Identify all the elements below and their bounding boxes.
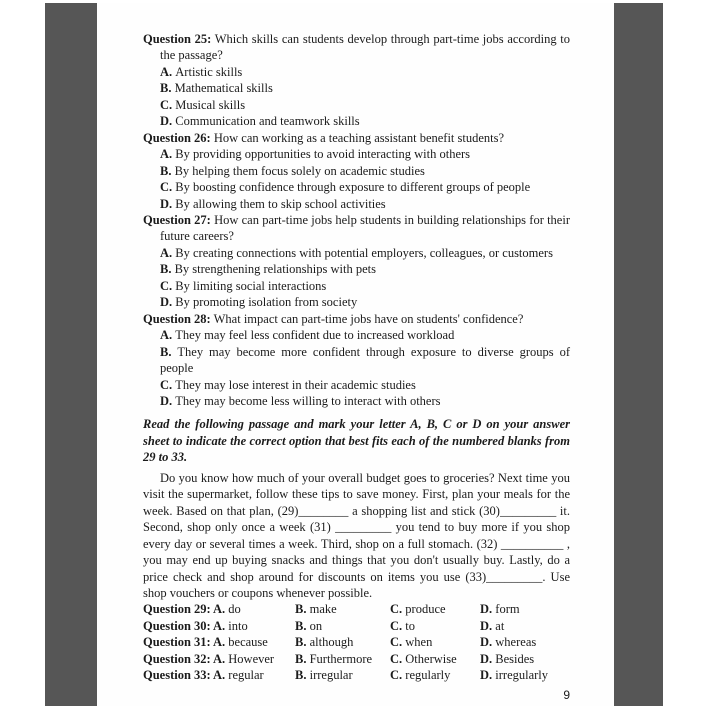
option-row [143, 327, 570, 343]
option-text: By creating connections with potential employers, colleagues, or customers [175, 245, 553, 260]
cloze-question-row [143, 601, 570, 617]
option-b: B. Furthermore [295, 651, 373, 666]
option-a: A. However [213, 651, 275, 666]
option-b: B. make [295, 602, 337, 617]
option-a: A. into [213, 618, 248, 633]
question-label: Question 27: [143, 212, 211, 227]
option-b: B. although [295, 635, 354, 650]
question-block-25 [143, 31, 570, 130]
option-c: C. Otherwise [390, 651, 457, 666]
option-letter: B. [160, 344, 172, 359]
question-label: Question 30: [143, 618, 211, 633]
option-letter: D. [160, 393, 173, 408]
question-text: Question 25: Which skills can students develop through part-time jobs according to the passage? [143, 32, 571, 63]
cloze-question-row [143, 634, 570, 650]
option-letter: A. [160, 147, 173, 162]
question-label: Question 25: [143, 32, 212, 46]
cloze-passage: Do you know how much of your overall budget goes to groceries? Next time you visit the supermarket, follow these tips to save money. First, plan your meals for the week. Based on that plan, (29)________ a shopping list and stick (30)_________ it. Second, shop only once a week (31) _________ you tend to buy more if you shop every day or several times a week. Third, shop on a full stomach. (32) __________ , you may end up buying snacks and things that you don't usually buy. Lastly, do a price check and shop around for discounts on items you use (33)_________. Use shop vouchers or coupons whenever possible. [143, 470, 570, 600]
option-text: They may become more confident through exposure to diverse groups of people [160, 344, 570, 376]
option-letter: A. [160, 64, 173, 79]
question-label: Question 33: [143, 668, 211, 683]
question-text: Question 27: How can part-time jobs help students in building relationships for their future careers? [143, 212, 570, 244]
option-c: C. regularly [390, 668, 451, 683]
option-row [143, 64, 570, 80]
question-block-27 [143, 212, 570, 311]
option-row [143, 113, 570, 129]
cloze-question-row [143, 618, 570, 634]
question-label: Question 29: [143, 602, 211, 617]
option-row [143, 278, 570, 294]
option-text: By providing opportunities to avoid interacting with others [175, 147, 471, 162]
option-b: B. on [295, 618, 323, 633]
option-b: B. irregular [295, 668, 353, 683]
option-letter: D. [160, 196, 173, 211]
option-d: D. Besides [480, 651, 535, 666]
cloze-question-row [143, 651, 570, 667]
question-block-26 [143, 130, 570, 212]
option-letter: C. [160, 278, 173, 293]
option-row [143, 344, 570, 377]
option-a: A. regular [213, 668, 264, 683]
option-text: Mathematical skills [174, 81, 273, 96]
option-row [143, 377, 570, 393]
option-row [143, 146, 570, 162]
right-gutter-bar [614, 3, 663, 706]
option-text: They may become less willing to interact with others [175, 393, 441, 408]
question-block-28 [143, 311, 570, 410]
option-row [143, 245, 570, 261]
option-a: A. do [213, 602, 241, 617]
option-text: They may lose interest in their academic studies [175, 377, 416, 392]
option-letter: B. [160, 81, 172, 96]
left-gutter-bar [45, 3, 97, 706]
option-letter: C. [160, 377, 173, 392]
option-text: Musical skills [175, 97, 246, 112]
option-letter: A. [160, 328, 173, 343]
option-row [143, 163, 570, 179]
question-label: Question 31: [143, 635, 211, 650]
option-text: Communication and teamwork skills [175, 114, 360, 129]
option-text: By allowing them to skip school activities [175, 196, 386, 211]
option-letter: D. [160, 114, 173, 129]
option-row [143, 97, 570, 113]
option-row [143, 393, 570, 409]
option-row [143, 196, 570, 212]
option-d: D. at [480, 618, 505, 633]
option-letter: C. [160, 97, 173, 112]
cloze-question-row [143, 667, 570, 683]
option-d: D. form [480, 602, 520, 617]
question-text: Question 28: What impact can part-time jobs have on students' confidence? [143, 311, 524, 326]
option-d: D. whereas [480, 635, 537, 650]
option-text: By limiting social interactions [175, 278, 327, 293]
option-c: C. when [390, 635, 433, 650]
option-row [143, 261, 570, 277]
section-instruction: Read the following passage and mark your letter A, B, C or D on your answer sheet to indicate the correct option that best fits each of the numbered blanks from 29 to 33. [143, 417, 570, 465]
option-letter: C. [160, 180, 173, 195]
document-page [97, 3, 614, 706]
option-letter: A. [160, 245, 173, 260]
cloze-question-grid [143, 601, 570, 683]
option-text: By helping them focus solely on academic studies [174, 163, 425, 178]
option-row [143, 80, 570, 96]
option-text: They may feel less confident due to increased workload [175, 328, 455, 343]
option-c: C. produce [390, 602, 446, 617]
option-c: C. to [390, 618, 416, 633]
option-row [143, 179, 570, 195]
option-a: A. because [213, 635, 268, 650]
option-letter: B. [160, 262, 172, 277]
question-label: Question 32: [143, 651, 211, 666]
question-label: Question 28: [143, 311, 211, 326]
option-d: D. irregularly [480, 668, 549, 683]
option-row [143, 294, 570, 310]
option-text: By strengthening relationships with pets [174, 262, 376, 277]
question-label: Question 26: [143, 130, 211, 145]
page-number: 9 [563, 687, 570, 702]
question-text: Question 26: How can working as a teaching assistant benefit students? [143, 130, 505, 145]
option-text: By boosting confidence through exposure to different groups of people [175, 180, 531, 195]
option-text: Artistic skills [175, 64, 243, 79]
option-letter: D. [160, 295, 173, 310]
option-letter: B. [160, 163, 172, 178]
option-text: By promoting isolation from society [175, 295, 358, 310]
